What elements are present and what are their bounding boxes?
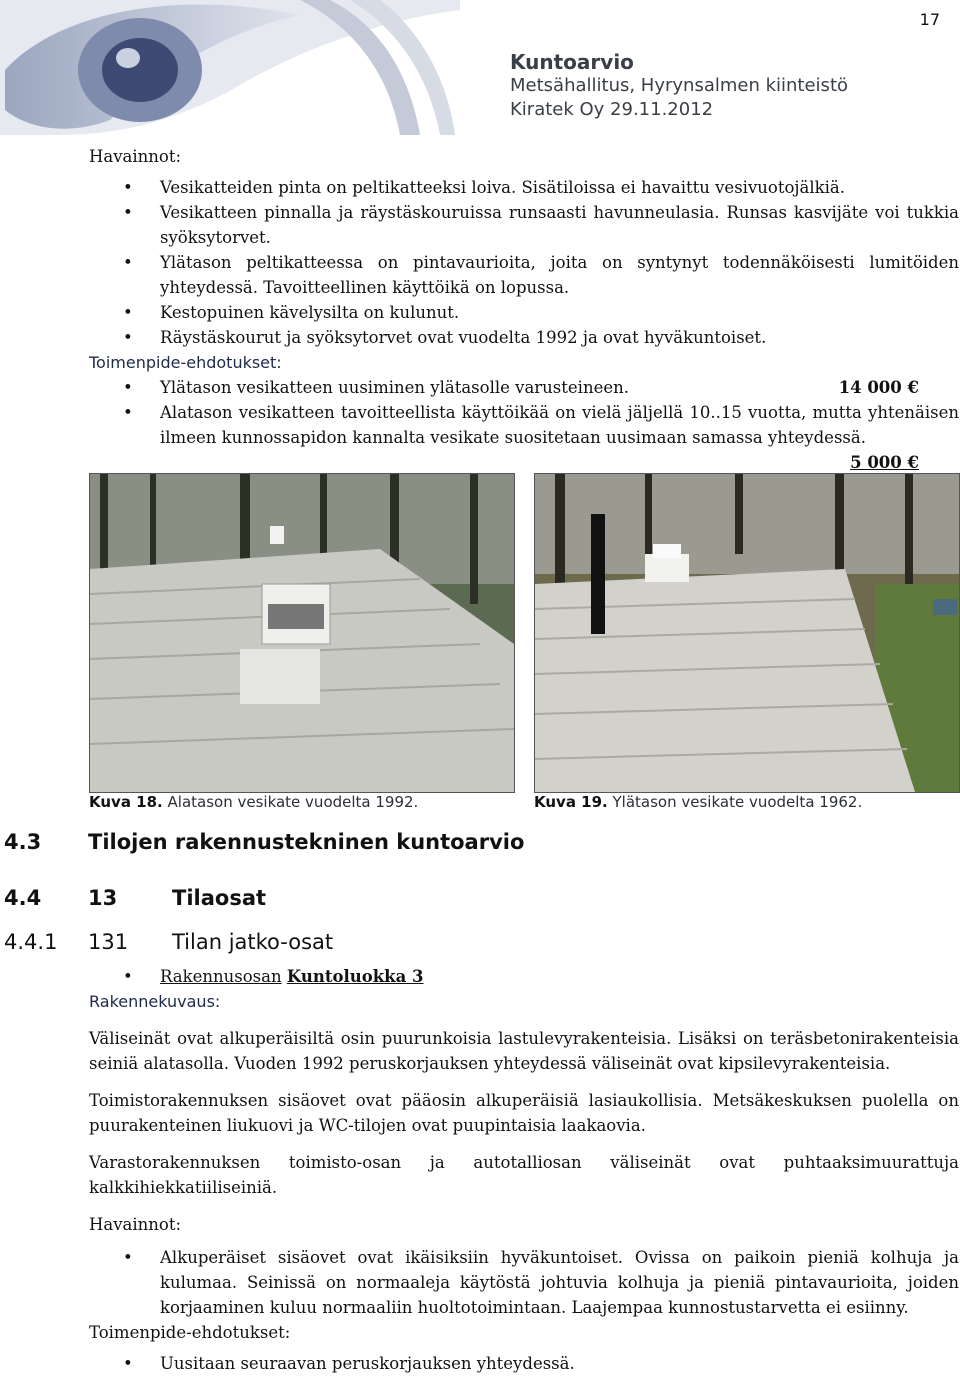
header-title: Kuntoarvio — [510, 50, 634, 74]
heading-code: 131 — [88, 930, 129, 954]
actions-list — [89, 1351, 959, 1376]
observations-label: Havainnot: — [89, 147, 182, 166]
class-list — [89, 964, 959, 989]
actions-label: Toimenpide-ehdotukset: — [89, 353, 282, 372]
list-item — [89, 964, 959, 989]
list-item: • Alkuperäiset sisäovet ovat ikäisiksiin hyväkuntoiset. Ovissa on paikoin pieniä kolhuja ja kulumaa. Seinissä on normaaleja käytöstä johtuvia kolhuja ja pieniä pintavaurioita, joiden korjaaminen kuluu normaaliin huoltotoimintaan. Laajempaa kunnostustarvetta ei esiinny. — [89, 1245, 959, 1320]
action-text: Alatason vesikatteen tavoitteellista käyttöikää on vielä jäljellä 10..15 vuotta, mutta yhtenäisen ilmeen kunnossapidon kannalta vesikate suositetaan uusimaan samassa yhteydessä. — [160, 403, 959, 447]
heading-4-4 — [4, 886, 266, 910]
heading-4-3 — [4, 830, 524, 854]
action-price: 5 000 € — [850, 453, 919, 472]
actions-list — [89, 375, 959, 475]
caption-label: Kuva 18. — [89, 793, 163, 811]
photo-caption — [89, 793, 418, 811]
heading-number: 4.4.1 — [4, 930, 58, 954]
observations-list — [89, 1245, 959, 1320]
list-item — [89, 375, 959, 400]
caption-text: Ylätason vesikate vuodelta 1962. — [612, 793, 863, 811]
heading-number: 4.4 — [4, 886, 42, 910]
list-item: • Ylätason peltikatteessa on pintavaurioita, joita on syntynyt todennäköisesti lumitöiden yhteydessä. Tavoitteellinen käyttöikä on lopussa. — [89, 250, 959, 300]
action-price: 14 000 € — [838, 378, 919, 397]
class-prefix: Rakennusosan — [160, 967, 282, 986]
class-value: Kuntoluokka 3 — [286, 967, 424, 986]
list-item: • Vesikatteen pinnalla ja räystäskouruissa runsaasti havunneulasia. Runsas kasvijäte voi tukkia syöksytorvet. — [89, 200, 959, 250]
actions-label: Toimenpide-ehdotukset: — [89, 1323, 291, 1342]
section-walls — [89, 964, 959, 1376]
heading-text: Tilan jatko-osat — [172, 930, 334, 954]
photo-caption — [534, 793, 862, 811]
heading-text: Tilaosat — [172, 886, 267, 910]
observations-label: Havainnot: — [89, 1215, 182, 1234]
list-item: • Kestopuinen kävelysilta on kulunut. — [89, 300, 959, 325]
list-item: • Uusitaan seuraavan peruskorjauksen yhteydessä. — [89, 1351, 959, 1376]
caption-label: Kuva 19. — [534, 793, 608, 811]
heading-4-4-1 — [4, 930, 333, 954]
header-subtitle: Metsähallitus, Hyrynsalmen kiinteistö — [510, 75, 849, 96]
roof-photo-lower — [89, 473, 515, 793]
paragraph: Varastorakennuksen toimisto-osan ja autotalliosan väliseinät ovat puhtaaksimuurattuja kalkkihiekkatiiliseiniä. — [89, 1153, 959, 1197]
page-number: 17 — [919, 10, 940, 29]
list-item: • Vesikatteiden pinta on peltikatteeksi loiva. Sisätiloissa ei havaittu vesivuotojälkiä. — [89, 175, 959, 200]
photo-row — [89, 473, 959, 813]
heading-text: Tilojen rakennustekninen kuntoarvio — [88, 830, 525, 854]
section-roof — [89, 144, 959, 475]
heading-code: 13 — [88, 886, 118, 910]
eye-logo — [0, 0, 460, 135]
list-item — [89, 400, 959, 475]
paragraph: Toimistorakennuksen sisäovet ovat pääosin alkuperäisiä lasiaukollisia. Metsäkeskuksen puolella on puurakenteinen liukuovi ja WC-tilojen ovat puupintaisia laakaovia. — [89, 1091, 959, 1135]
observations-list — [89, 175, 959, 350]
paragraph: Väliseinät ovat alkuperäisiltä osin puurunkoisia lastulevyrakenteisia. Lisäksi on teräsbetonirakenteisia seiniä alatasolla. Vuoden 1992 peruskorjauksen yhteydessä väliseinät ovat kipsilevyrakenteisia. — [89, 1029, 959, 1073]
heading-number: 4.3 — [4, 830, 42, 854]
header-company-date: Kiratek Oy 29.11.2012 — [510, 99, 714, 120]
document-header — [510, 50, 848, 122]
caption-text: Alatason vesikate vuodelta 1992. — [167, 793, 419, 811]
roof-photo-upper — [534, 473, 960, 793]
list-item: • Räystäskourut ja syöksytorvet ovat vuodelta 1992 ja ovat hyväkuntoiset. — [89, 325, 959, 350]
action-text: • Ylätason vesikatteen uusiminen ylätasolle varusteineen. — [160, 378, 629, 397]
description-label: Rakennekuvaus: — [89, 992, 221, 1011]
